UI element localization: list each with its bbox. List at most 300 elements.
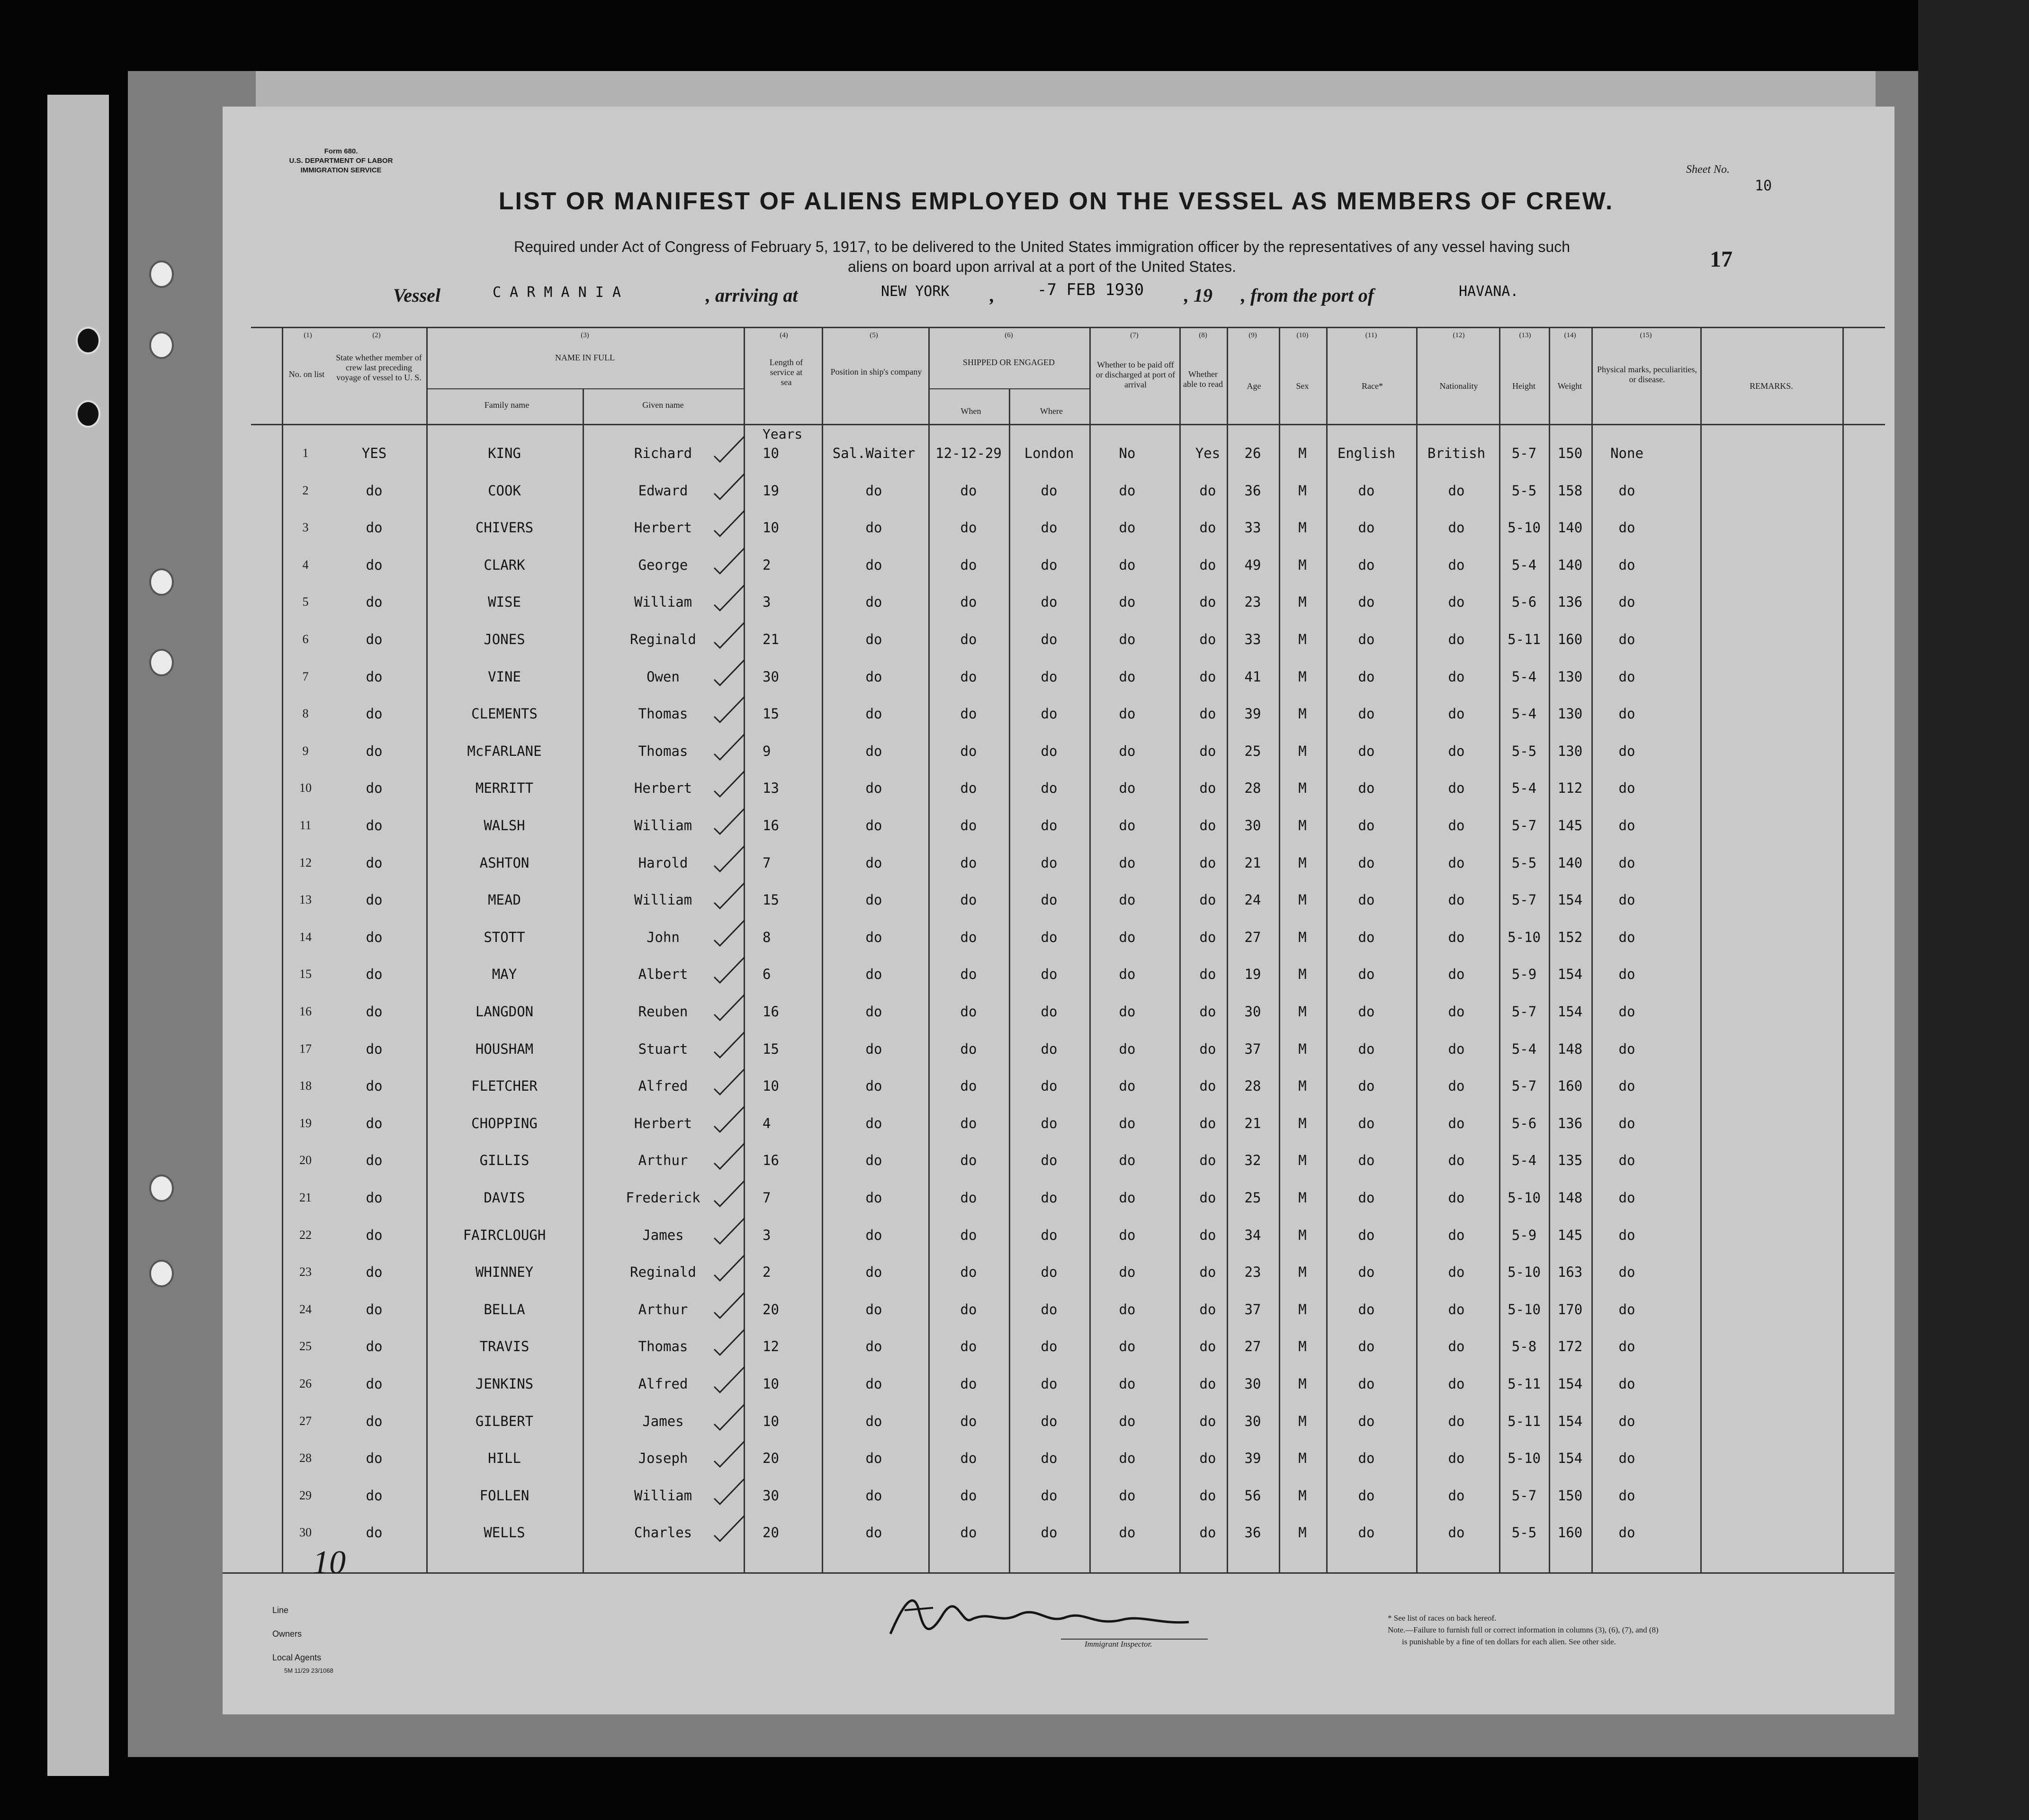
col-height: 5-4 [1511, 1152, 1537, 1169]
row-number: 16 [299, 1004, 312, 1018]
col-read: do [1199, 668, 1216, 685]
col-sex: M [1298, 1078, 1307, 1094]
col-nationality: do [1448, 1078, 1465, 1094]
colnum-14: (14) [1564, 332, 1576, 339]
col-race: do [1358, 966, 1375, 983]
col-age: 49 [1244, 556, 1261, 573]
col-family-name: LANGDON [475, 1004, 534, 1020]
header-no-on-list: No. on list [288, 369, 325, 379]
col-position: do [865, 929, 882, 945]
col-family-name: WALSH [484, 817, 525, 834]
col-last-voyage: do [366, 1450, 383, 1467]
col-height: 5-4 [1511, 706, 1537, 722]
col-marks: do [1618, 780, 1635, 797]
col-where: do [1041, 1413, 1058, 1429]
col-read: Yes [1195, 445, 1221, 461]
header-sex: Sex [1296, 381, 1309, 391]
col-paid-off: do [1119, 1264, 1136, 1281]
col-family-name: MEAD [488, 892, 521, 908]
table-top-rule [251, 327, 1885, 328]
col-age: 39 [1244, 706, 1261, 722]
col-weight: 135 [1557, 1152, 1583, 1169]
header-name-in-full: NAME IN FULL [555, 353, 615, 362]
col-family-name: KING [488, 445, 521, 461]
col-paid-off: do [1119, 668, 1136, 685]
col-when: do [960, 1338, 977, 1355]
col-height: 5-10 [1508, 520, 1541, 536]
col-service: 16 [763, 1004, 779, 1020]
col-read: do [1199, 1487, 1216, 1504]
col-where: do [1041, 1264, 1058, 1281]
col-where: do [1041, 892, 1058, 908]
col-age: 23 [1244, 594, 1261, 610]
col-paid-off: do [1119, 556, 1136, 573]
col-age: 26 [1244, 445, 1261, 461]
col-marks: do [1618, 1301, 1635, 1318]
col-sex: M [1298, 966, 1307, 983]
header-given-name: Given name [642, 400, 684, 410]
col-weight: 140 [1557, 854, 1583, 871]
row-number: 17 [299, 1041, 312, 1056]
col-given-name: Reginald [630, 1264, 696, 1281]
col-age: 30 [1244, 817, 1261, 834]
col-position: do [865, 556, 882, 573]
sheet-label: Sheet No. [1686, 163, 1730, 176]
col-weight: 130 [1557, 743, 1583, 759]
col-age: 32 [1244, 1152, 1261, 1169]
col-weight: 163 [1557, 1264, 1583, 1281]
col-last-voyage: do [366, 556, 383, 573]
check-mark-icon [710, 731, 748, 764]
col-sex: M [1298, 1376, 1307, 1392]
col-paid-off: do [1119, 1115, 1136, 1131]
col-read: do [1199, 556, 1216, 573]
col-given-name: Joseph [638, 1450, 688, 1467]
col-service: 3 [763, 594, 771, 610]
col-where: do [1041, 1301, 1058, 1318]
col-weight: 148 [1557, 1040, 1583, 1057]
row-number: 29 [299, 1488, 312, 1502]
col-given-name: William [634, 892, 692, 908]
col-when: do [960, 594, 977, 610]
col-when: do [960, 1413, 977, 1429]
col-age: 30 [1244, 1376, 1261, 1392]
row-number: 14 [299, 930, 312, 944]
col-family-name: TRAVIS [479, 1338, 530, 1355]
col-where: do [1041, 556, 1058, 573]
check-mark-icon [710, 1215, 748, 1248]
col-position: do [865, 1524, 882, 1541]
col-height: 5-5 [1511, 854, 1537, 871]
owners-label: Owners [272, 1629, 302, 1639]
col-weight: 145 [1557, 1227, 1583, 1243]
col-race: do [1358, 1040, 1375, 1057]
col-when: do [960, 817, 977, 834]
col-family-name: WELLS [484, 1524, 525, 1541]
footer-rule [223, 1572, 1894, 1574]
col-paid-off: do [1119, 1190, 1136, 1206]
col-read: do [1199, 631, 1216, 647]
col-nationality: do [1448, 1152, 1465, 1169]
col-given-name: Thomas [638, 1338, 688, 1355]
col-given-name: Edward [638, 482, 688, 499]
col-read: do [1199, 892, 1216, 908]
row-number: 6 [302, 632, 309, 646]
col-when: do [960, 1376, 977, 1392]
col-service: 2 [763, 556, 771, 573]
col-age: 36 [1244, 1524, 1261, 1541]
col-marks: do [1618, 966, 1635, 983]
fine-note-1: Note.—Failure to furnish full or correct information in columns (3), (6), (7), and (8) [1388, 1625, 1659, 1634]
col-where: do [1041, 1376, 1058, 1392]
col-height: 5-10 [1508, 1264, 1541, 1281]
header-where: Where [1040, 406, 1063, 416]
colnum-10: (10) [1296, 332, 1309, 339]
vessel-name: C A R M A N I A [493, 284, 621, 301]
col-service: 20 [763, 1301, 779, 1318]
col-sex: M [1298, 892, 1307, 908]
col-service: 20 [763, 1524, 779, 1541]
col-sex: M [1298, 1413, 1307, 1429]
col-age: 25 [1244, 743, 1261, 759]
col-race: do [1358, 1004, 1375, 1020]
col-sex: M [1298, 1190, 1307, 1206]
col-marks: do [1618, 520, 1635, 536]
col-paid-off: do [1119, 929, 1136, 945]
manifest-page [223, 107, 1894, 1714]
col-race: do [1358, 1524, 1375, 1541]
check-mark-icon [710, 657, 748, 690]
col-race: do [1358, 1115, 1375, 1131]
year-label: , 19 [1184, 285, 1212, 306]
col-position: do [865, 1301, 882, 1318]
col-weight: 154 [1557, 966, 1583, 983]
col-family-name: GILLIS [479, 1152, 530, 1169]
col-nationality: do [1448, 1004, 1465, 1020]
col-last-voyage: do [366, 1190, 383, 1206]
row-number: 15 [299, 967, 312, 981]
col-read: do [1199, 1040, 1216, 1057]
col-when: do [960, 668, 977, 685]
col-last-voyage: do [366, 1301, 383, 1318]
col-weight: 160 [1557, 1078, 1583, 1094]
col-height: 5-4 [1511, 668, 1537, 685]
col-family-name: FOLLEN [479, 1487, 530, 1504]
col-family-name: FAIRCLOUGH [463, 1227, 546, 1243]
local-agents-label: Local Agents [272, 1653, 322, 1662]
col-service: 13 [763, 780, 779, 797]
binding-hole [76, 400, 100, 428]
colnum-13: (13) [1519, 332, 1531, 339]
col-height: 5-7 [1511, 445, 1537, 461]
col-position: do [865, 1115, 882, 1131]
check-mark-icon [710, 545, 748, 578]
col-weight: 140 [1557, 520, 1583, 536]
row-number: 8 [302, 707, 309, 721]
col-weight: 154 [1557, 892, 1583, 908]
col-given-name: George [638, 556, 688, 573]
col-service: 6 [763, 966, 771, 983]
col-height: 5-4 [1511, 1040, 1537, 1057]
col-age: 37 [1244, 1040, 1261, 1057]
binding-hole [76, 327, 100, 354]
col-sex: M [1298, 668, 1307, 685]
col-read: do [1199, 1078, 1216, 1094]
col-weight: 160 [1557, 1524, 1583, 1541]
col-race: do [1358, 1487, 1375, 1504]
col-given-name: Thomas [638, 743, 688, 759]
col-height: 5-7 [1511, 892, 1537, 908]
col-given-name: Thomas [638, 706, 688, 722]
col-age: 21 [1244, 1115, 1261, 1131]
col-paid-off: do [1119, 1301, 1136, 1318]
col-given-name: James [642, 1413, 684, 1429]
col-height: 5-4 [1511, 780, 1537, 797]
col-last-voyage: do [366, 594, 383, 610]
col-height: 5-7 [1511, 1004, 1537, 1020]
row-number: 28 [299, 1451, 312, 1465]
col-paid-off: do [1119, 1524, 1136, 1541]
col-sex: M [1298, 1004, 1307, 1020]
col-height: 5-10 [1508, 929, 1541, 945]
col-age: 30 [1244, 1413, 1261, 1429]
col-position: do [865, 1227, 882, 1243]
row-number: 3 [302, 520, 309, 535]
row-number: 22 [299, 1228, 312, 1242]
print-code: 5M 11/29 23/1068 [284, 1667, 333, 1674]
col-paid-off: do [1119, 482, 1136, 499]
col-last-voyage: do [366, 1413, 383, 1429]
header-race: Race* [1362, 381, 1383, 391]
col-race: do [1358, 1227, 1375, 1243]
col-height: 5-6 [1511, 594, 1537, 610]
check-mark-icon [710, 880, 748, 913]
col-weight: 170 [1557, 1301, 1583, 1318]
col-weight: 112 [1557, 780, 1583, 797]
col-weight: 145 [1557, 817, 1583, 834]
col-height: 5-10 [1508, 1190, 1541, 1206]
col-paid-off: do [1119, 1078, 1136, 1094]
col-family-name: CLARK [484, 556, 525, 573]
page-title: LIST OR MANIFEST OF ALIENS EMPLOYED ON THE VESSEL AS MEMBERS OF CREW. [498, 188, 1614, 215]
check-mark-icon [710, 1401, 748, 1434]
col-marks: None [1610, 445, 1643, 461]
check-mark-icon [710, 917, 748, 950]
colnum-1: (1) [304, 332, 312, 339]
col-age: 33 [1244, 631, 1261, 647]
header-family-name: Family name [484, 400, 530, 410]
col-given-name: Herbert [634, 1115, 692, 1131]
col-service: 30 [763, 1487, 779, 1504]
col-where: do [1041, 1190, 1058, 1206]
col-rule [583, 388, 584, 1572]
col-read: do [1199, 1413, 1216, 1429]
col-race: do [1358, 892, 1375, 908]
col-where: do [1041, 1004, 1058, 1020]
col-last-voyage: do [366, 854, 383, 871]
col-family-name: McFARLANE [467, 743, 542, 759]
col-age: 37 [1244, 1301, 1261, 1318]
col-race: do [1358, 1152, 1375, 1169]
col-given-name: Charles [634, 1524, 692, 1541]
col-when: do [960, 1078, 977, 1094]
col-race: do [1358, 1338, 1375, 1355]
col-read: do [1199, 1264, 1216, 1281]
col-when: do [960, 780, 977, 797]
col-nationality: British [1427, 445, 1486, 461]
col-race: do [1358, 1264, 1375, 1281]
col-where: do [1041, 1487, 1058, 1504]
col-paid-off: do [1119, 1227, 1136, 1243]
col-family-name: STOTT [484, 929, 525, 945]
col-age: 41 [1244, 668, 1261, 685]
colnum-2: (2) [372, 332, 381, 339]
row-number: 10 [299, 781, 312, 795]
check-mark-icon [710, 1066, 748, 1099]
col-position: do [865, 892, 882, 908]
col-family-name: MERRITT [475, 780, 534, 797]
header-weight: Weight [1557, 381, 1582, 391]
col-nationality: do [1448, 780, 1465, 797]
col-sex: M [1298, 520, 1307, 536]
colnum-7: (7) [1130, 332, 1139, 339]
row-number: 19 [299, 1116, 312, 1130]
header-paid-off: Whether to be paid off or discharged at port of arrival [1095, 360, 1176, 389]
col-position: do [865, 780, 882, 797]
colnum-5: (5) [870, 332, 878, 339]
col-weight: 152 [1557, 929, 1583, 945]
col-service: 10 [763, 520, 779, 536]
line-label: Line [272, 1605, 289, 1615]
binding-hole [149, 260, 174, 288]
col-marks: do [1618, 1190, 1635, 1206]
col-position: do [865, 1152, 882, 1169]
col-race: do [1358, 631, 1375, 647]
header-shipped-engaged: SHIPPED OR ENGAGED [962, 358, 1055, 367]
col-when: do [960, 929, 977, 945]
col-family-name: HILL [488, 1450, 521, 1467]
colnum-15: (15) [1640, 332, 1652, 339]
col-last-voyage: do [366, 892, 383, 908]
col-nationality: do [1448, 966, 1465, 983]
col-service: 12 [763, 1338, 779, 1355]
header-remarks: REMARKS. [1750, 381, 1793, 391]
col-service: 20 [763, 1450, 779, 1467]
col-when: do [960, 1040, 977, 1057]
col-age: 28 [1244, 780, 1261, 797]
col-paid-off: do [1119, 1413, 1136, 1429]
col-height: 5-10 [1508, 1450, 1541, 1467]
binding-hole [149, 332, 174, 359]
col-where: do [1041, 631, 1058, 647]
col-last-voyage: do [366, 743, 383, 759]
col-nationality: do [1448, 631, 1465, 647]
colnum-3: (3) [581, 332, 589, 339]
row-number: 12 [299, 855, 312, 870]
form-service: IMMIGRATION SERVICE [300, 166, 382, 174]
col-given-name: Alfred [638, 1376, 688, 1392]
col-sex: M [1298, 631, 1307, 647]
col-race: do [1358, 743, 1375, 759]
col-read: do [1199, 594, 1216, 610]
col-height: 5-7 [1511, 1078, 1537, 1094]
col-race: do [1358, 1190, 1375, 1206]
header-bottom-rule [251, 424, 1885, 425]
col-marks: do [1618, 1078, 1635, 1094]
col-position: do [865, 520, 882, 536]
col-when: do [960, 556, 977, 573]
col-marks: do [1618, 817, 1635, 834]
col-nationality: do [1448, 743, 1465, 759]
col-last-voyage: do [366, 1040, 383, 1057]
col-sex: M [1298, 1264, 1307, 1281]
col-when: do [960, 1264, 977, 1281]
col-when: do [960, 892, 977, 908]
col-given-name: Arthur [638, 1301, 688, 1318]
col-sex: M [1298, 1338, 1307, 1355]
col-family-name: DAVIS [484, 1190, 525, 1206]
col-position: do [865, 706, 882, 722]
col-given-name: William [634, 594, 692, 610]
col-service: 10 [763, 445, 779, 461]
col-when: do [960, 482, 977, 499]
col-race: do [1358, 594, 1375, 610]
col-sex: M [1298, 1115, 1307, 1131]
col-nationality: do [1448, 1413, 1465, 1429]
col-weight: 140 [1557, 556, 1583, 573]
row-number: 24 [299, 1302, 312, 1316]
col-marks: do [1618, 1450, 1635, 1467]
col-nationality: do [1448, 594, 1465, 610]
col-weight: 160 [1557, 631, 1583, 647]
col-marks: do [1618, 1227, 1635, 1243]
col-where: do [1041, 743, 1058, 759]
col-service: 10 [763, 1413, 779, 1429]
check-mark-icon [710, 954, 748, 987]
col-last-voyage: do [366, 966, 383, 983]
check-mark-icon [710, 508, 748, 541]
col-last-voyage: do [366, 1338, 383, 1355]
col-where: do [1041, 1115, 1058, 1131]
comma: , [990, 285, 995, 306]
col-service: 8 [763, 929, 771, 945]
col-where: do [1041, 1078, 1058, 1094]
check-mark-icon [710, 1103, 748, 1137]
col-family-name: WHINNEY [475, 1264, 534, 1281]
col-paid-off: do [1119, 706, 1136, 722]
col-nationality: do [1448, 556, 1465, 573]
col-sex: M [1298, 1040, 1307, 1057]
col-sex: M [1298, 1450, 1307, 1467]
col-sex: M [1298, 1487, 1307, 1504]
col-nationality: do [1448, 706, 1465, 722]
col-where: do [1041, 854, 1058, 871]
col-given-name: Owen [646, 668, 680, 685]
col-service: 16 [763, 1152, 779, 1169]
col-height: 5-5 [1511, 1524, 1537, 1541]
colnum-12: (12) [1453, 332, 1465, 339]
col-nationality: do [1448, 1040, 1465, 1057]
form-identifier [279, 147, 403, 175]
check-mark-icon [710, 992, 748, 1025]
col-nationality: do [1448, 1190, 1465, 1206]
col-age: 36 [1244, 482, 1261, 499]
col-read: do [1199, 1338, 1216, 1355]
col-marks: do [1618, 1004, 1635, 1020]
col-marks: do [1618, 1413, 1635, 1429]
col-when: do [960, 1450, 977, 1467]
col-service: 4 [763, 1115, 771, 1131]
